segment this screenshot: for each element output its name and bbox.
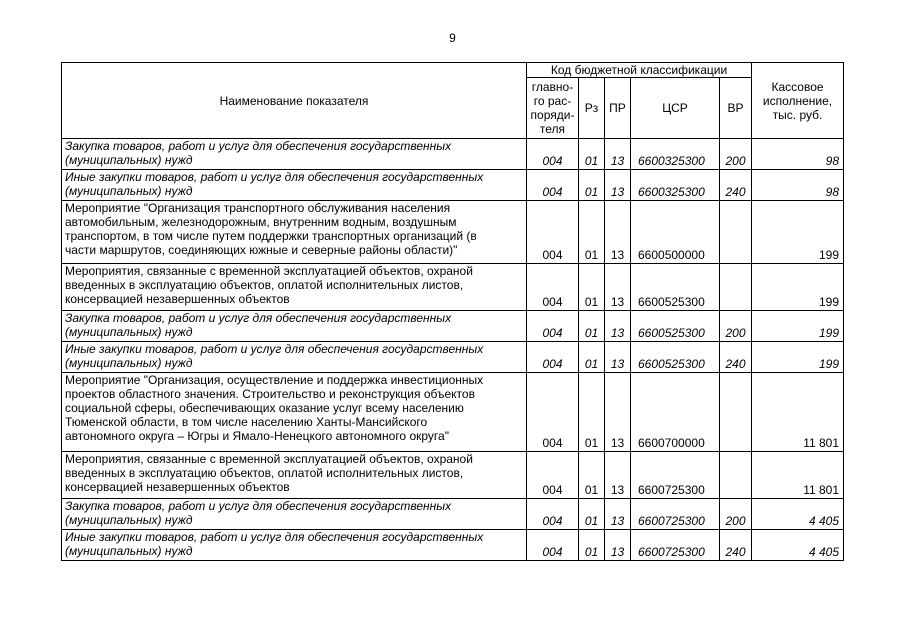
- cell-glav: 004: [527, 342, 579, 373]
- cell-rz: 01: [579, 452, 605, 499]
- cell-vr: [720, 373, 752, 452]
- cell-glav: 004: [527, 499, 579, 530]
- cell-csr: 6600700000: [631, 373, 720, 452]
- cell-sum: 11 801: [752, 373, 844, 452]
- cell-vr: 200: [720, 499, 752, 530]
- indicator-name-line: автономного округа – Югры и Ямало-Ненецкого автономного округа": [65, 429, 449, 443]
- cell-csr: 6600500000: [631, 201, 720, 264]
- table-header: [62, 63, 844, 139]
- cell-glav: 004: [527, 201, 579, 264]
- indicator-name-line: Мероприятия, связанные с временной эксплуатацией объектов, охраной: [65, 452, 473, 466]
- cell-rz: 01: [579, 342, 605, 373]
- indicator-name-line: Мероприятие "Организация транспортного обслуживания населения: [65, 201, 451, 215]
- cell-indicator-name: [62, 139, 527, 170]
- indicator-name-line: (муниципальных) нужд: [65, 153, 193, 167]
- cell-vr: 200: [720, 311, 752, 342]
- header-sum-line: Кассовое: [771, 79, 824, 94]
- table-row: [62, 342, 844, 373]
- header-glav-line: главно-: [531, 80, 574, 94]
- cell-glav: 004: [527, 311, 579, 342]
- cell-glav: 004: [527, 452, 579, 499]
- indicator-name-line: Мероприятия, связанные с временной эксплуатацией объектов, охраной: [65, 264, 473, 278]
- header-budget-code: Код бюджетной классификации: [527, 63, 752, 78]
- budget-table: [61, 62, 844, 561]
- header-pr: ПР: [605, 78, 631, 139]
- header-csr: ЦСР: [631, 78, 720, 139]
- cell-csr: 6600325300: [631, 139, 720, 170]
- header-vr: ВР: [720, 78, 752, 139]
- cell-indicator-name: [62, 170, 527, 201]
- table-row: [62, 452, 844, 499]
- table-row: [62, 311, 844, 342]
- table-row: [62, 373, 844, 452]
- cell-sum: 4 405: [752, 530, 844, 561]
- cell-sum: 11 801: [752, 452, 844, 499]
- cell-pr: 13: [605, 139, 631, 170]
- cell-glav: 004: [527, 373, 579, 452]
- cell-csr: 6600525300: [631, 311, 720, 342]
- cell-csr: 6600725300: [631, 452, 720, 499]
- cell-pr: 13: [605, 170, 631, 201]
- cell-pr: 13: [605, 373, 631, 452]
- indicator-name-line: Закупка товаров, работ и услуг для обеспечения государственных: [65, 499, 452, 513]
- cell-csr: 6600725300: [631, 499, 720, 530]
- cell-sum: 199: [752, 342, 844, 373]
- indicator-name-line: (муниципальных) нужд: [65, 544, 193, 558]
- indicator-name-line: (муниципальных) нужд: [65, 184, 193, 198]
- cell-csr: 6600325300: [631, 170, 720, 201]
- header-sum-line: исполнение,: [762, 93, 833, 108]
- cell-csr: 6600525300: [631, 264, 720, 311]
- cell-pr: 13: [605, 201, 631, 264]
- cell-vr: 240: [720, 170, 752, 201]
- indicator-name-line: части маршрутов, соединяющих южные и северные районы области)": [65, 243, 458, 257]
- page-number: 9: [449, 31, 456, 45]
- indicator-name-line: Иные закупки товаров, работ и услуг для обеспечения государственных: [65, 342, 484, 356]
- cell-vr: 240: [720, 530, 752, 561]
- cell-pr: 13: [605, 264, 631, 311]
- indicator-name-line: консервацией незавершенных объектов: [65, 292, 290, 306]
- cell-indicator-name: [62, 452, 527, 499]
- indicator-name-line: Мероприятие "Организация, осуществление и поддержка инвестиционных: [65, 373, 484, 387]
- cell-glav: 004: [527, 170, 579, 201]
- cell-vr: [720, 201, 752, 264]
- cell-glav: 004: [527, 530, 579, 561]
- cell-vr: 200: [720, 139, 752, 170]
- cell-rz: 01: [579, 373, 605, 452]
- header-rz: Рз: [579, 78, 605, 139]
- header-glav-line: теля: [539, 122, 566, 136]
- cell-indicator-name: [62, 201, 527, 264]
- cell-vr: [720, 264, 752, 311]
- cell-sum: 98: [752, 139, 844, 170]
- indicator-name-line: Иные закупки товаров, работ и услуг для обеспечения государственных: [65, 170, 484, 184]
- table-row: [62, 530, 844, 561]
- cell-rz: 01: [579, 311, 605, 342]
- indicator-name-line: транспортом, в том числе путем поддержки транспортных организаций (в: [65, 229, 477, 243]
- cell-rz: 01: [579, 499, 605, 530]
- cell-indicator-name: [62, 530, 527, 561]
- cell-glav: 004: [527, 264, 579, 311]
- indicator-name-line: консервацией незавершенных объектов: [65, 480, 290, 494]
- header-name: Наименование показателя: [62, 63, 527, 139]
- cell-pr: 13: [605, 499, 631, 530]
- cell-pr: 13: [605, 530, 631, 561]
- indicator-name-line: Иные закупки товаров, работ и услуг для обеспечения государственных: [65, 530, 484, 544]
- indicator-name-line: Тюменской области, в том числе населению Ханты-Мансийского: [65, 415, 428, 429]
- cell-indicator-name: [62, 373, 527, 452]
- header-sum-line: тыс. руб.: [772, 107, 823, 122]
- header-glav-line: го рас-: [533, 94, 572, 108]
- indicator-name-line: введенных в эксплуатацию объектов, оплатой исполнительных листов,: [65, 278, 464, 292]
- cell-rz: 01: [579, 264, 605, 311]
- cell-indicator-name: [62, 264, 527, 311]
- cell-sum: 199: [752, 311, 844, 342]
- cell-rz: 01: [579, 170, 605, 201]
- cell-csr: 6600725300: [631, 530, 720, 561]
- cell-indicator-name: [62, 311, 527, 342]
- cell-rz: 01: [579, 530, 605, 561]
- cell-rz: 01: [579, 201, 605, 264]
- cell-pr: 13: [605, 311, 631, 342]
- table-row: [62, 139, 844, 170]
- cell-indicator-name: [62, 499, 527, 530]
- cell-pr: 13: [605, 342, 631, 373]
- indicator-name-line: введенных в эксплуатацию объектов, оплатой исполнительных листов,: [65, 466, 464, 480]
- table-row: [62, 170, 844, 201]
- header-glav: [527, 78, 579, 139]
- cell-glav: 004: [527, 139, 579, 170]
- table-row: [62, 499, 844, 530]
- header-glav-line: поряди-: [530, 108, 575, 122]
- indicator-name-line: Закупка товаров, работ и услуг для обеспечения государственных: [65, 139, 452, 153]
- indicator-name-line: автомобильным, железнодорожным, внутренним водным, воздушным: [65, 215, 457, 229]
- cell-indicator-name: [62, 342, 527, 373]
- table-body: [62, 139, 844, 561]
- cell-sum: 199: [752, 264, 844, 311]
- cell-rz: 01: [579, 139, 605, 170]
- cell-sum: 4 405: [752, 499, 844, 530]
- indicator-name-line: социальной сферы, обеспечивающих оказание услуг всему населению: [65, 401, 464, 415]
- indicator-name-line: проектов областного значения. Строительство и реконструкция объектов: [65, 387, 475, 401]
- cell-csr: 6600525300: [631, 342, 720, 373]
- cell-vr: [720, 452, 752, 499]
- indicator-name-line: (муниципальных) нужд: [65, 356, 193, 370]
- cell-sum: 199: [752, 201, 844, 264]
- header-sum: [752, 63, 844, 139]
- indicator-name-line: (муниципальных) нужд: [65, 513, 193, 527]
- cell-vr: 240: [720, 342, 752, 373]
- cell-sum: 98: [752, 170, 844, 201]
- indicator-name-line: Закупка товаров, работ и услуг для обеспечения государственных: [65, 311, 452, 325]
- cell-pr: 13: [605, 452, 631, 499]
- table-row: [62, 264, 844, 311]
- indicator-name-line: (муниципальных) нужд: [65, 325, 193, 339]
- table-row: [62, 201, 844, 264]
